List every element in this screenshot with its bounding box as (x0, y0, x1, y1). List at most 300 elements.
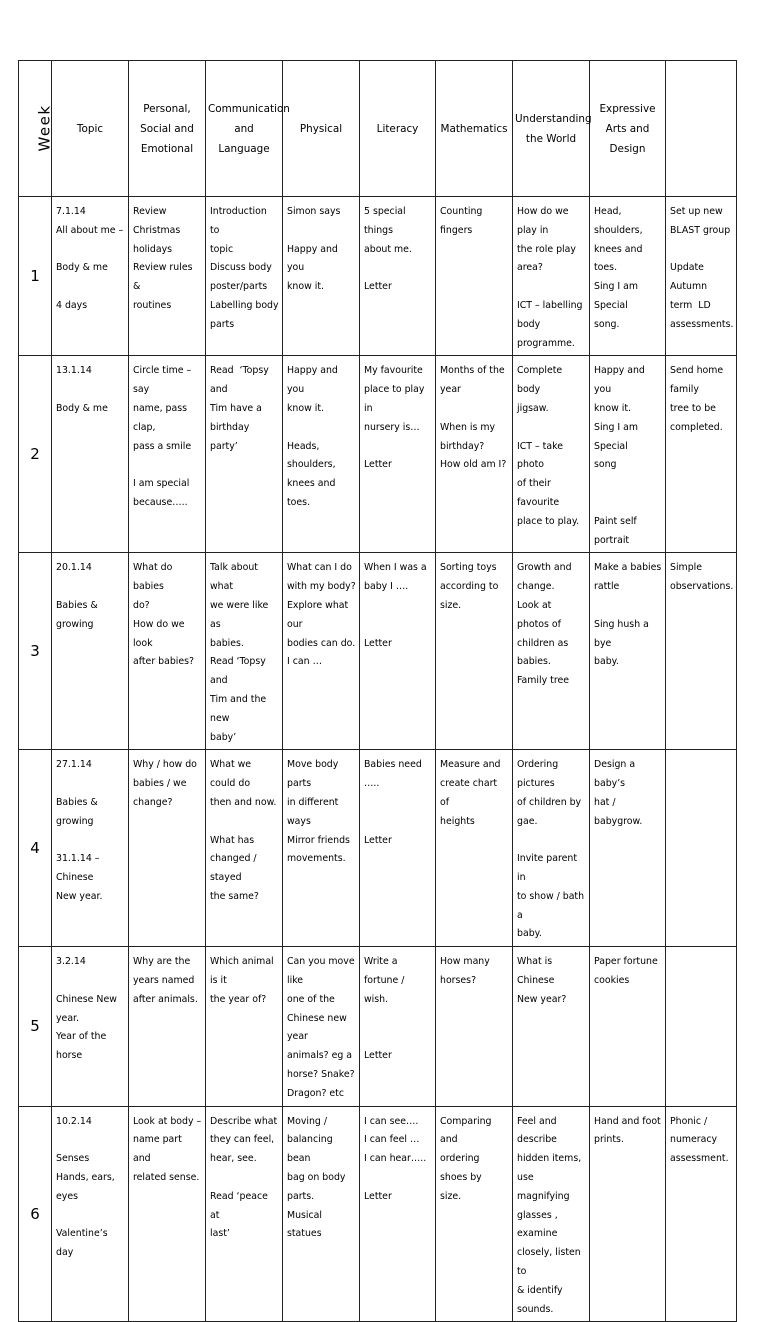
cell-text-line: then and now. (210, 796, 277, 808)
topic-cell (52, 750, 129, 947)
cell-text-line: Explore what our (287, 599, 352, 630)
cell-text-line: 31.1.14 – Chinese (56, 853, 103, 884)
table-row (19, 1106, 737, 1322)
cell-text-line (56, 241, 125, 260)
cell-text-line: 20.1.14 (56, 562, 92, 574)
cell-text-line: create chart of (440, 778, 501, 808)
communication-cell (206, 197, 283, 356)
cell-text-line: baby. (594, 656, 619, 668)
week-number: 5 (19, 947, 52, 1106)
cell-text-line: When I was a (364, 562, 427, 574)
cell-text-line: How do we play in (517, 206, 572, 236)
cell-text-line: name part and (133, 1134, 185, 1165)
cell-text-line (210, 1169, 279, 1188)
cell-text-line: gae. (517, 815, 538, 827)
cell-text-line: babies. (517, 656, 551, 668)
cell-text-line: Babies & growing (56, 599, 101, 630)
pse-cell (129, 356, 206, 553)
cell-text-line (56, 775, 125, 794)
expressive-arts-cell (590, 947, 666, 1106)
cell-text-line: knees and toes. (287, 478, 339, 508)
cell-text-line: ICT – labelling (517, 299, 583, 311)
cell-text-line: closely, listen to (517, 1247, 584, 1278)
understanding-world-cell (513, 197, 590, 356)
cell-text-line: Discuss body (210, 262, 272, 274)
cell-text-line: Letter (364, 459, 392, 471)
cell-text-line: babies / we (133, 778, 187, 790)
cell-text-line: Invite parent in (517, 853, 580, 884)
cell-text-line: Paint self portrait (594, 515, 640, 546)
cell-text-line (56, 578, 125, 597)
cell-text-line: magnifying (517, 1190, 570, 1202)
cell-text-line: one of the (287, 993, 335, 1005)
cell-text-line: birthday? (440, 440, 485, 452)
cell-text-line: BLAST group (670, 224, 731, 236)
cell-text-line (594, 597, 662, 616)
cell-text-line: assessment. (670, 1153, 729, 1165)
cell-text-line: Counting fingers (440, 206, 486, 236)
cell-text-line: & identify sounds. (517, 1284, 566, 1315)
cell-text-line: movements. (287, 853, 346, 865)
cell-text-line: Senses (56, 1153, 90, 1165)
cell-text-line: Talk about what (210, 562, 261, 593)
cell-text-line: Happy and you (287, 243, 341, 274)
cell-text-line (364, 1028, 432, 1047)
cell-text-line (364, 813, 432, 832)
cell-text-line (56, 1207, 125, 1226)
mathematics-cell (436, 197, 513, 356)
cell-text-line (517, 278, 586, 297)
cell-text-line: I can feel … (364, 1134, 420, 1146)
cell-text-line: Introduction to (210, 206, 270, 236)
cell-text-line (56, 381, 125, 400)
cell-text-line (287, 222, 356, 241)
pse-cell (129, 553, 206, 750)
cell-text-line: Heads, shoulders, (287, 440, 336, 471)
cell-text-line (287, 419, 356, 438)
communication-cell (206, 750, 283, 947)
cell-text-line (364, 1010, 432, 1029)
cell-text-line: Letter (364, 637, 392, 649)
cell-text-line: I can hear….. (364, 1153, 427, 1165)
cell-text-line: Hand and foot (594, 1115, 661, 1127)
week-header (19, 61, 52, 197)
cell-text-line: How old am I? (440, 459, 507, 471)
cell-text-line: because….. (133, 496, 188, 508)
cell-text-line: balancing bean (287, 1134, 336, 1165)
cell-text-line: Year of the horse (56, 1031, 110, 1062)
cell-text-line: Growth and (517, 562, 572, 574)
cell-text-line: My favourite (364, 365, 423, 377)
literacy-cell (360, 947, 436, 1106)
communication-cell (206, 356, 283, 553)
cell-text-line: New year. (56, 890, 103, 902)
cell-text-line: Which animal is it (210, 956, 277, 987)
cell-text-line: holidays (133, 243, 173, 255)
cell-text-line: How many (440, 956, 490, 968)
cell-text-line: the year of? (210, 993, 267, 1005)
cell-text-line: 13.1.14 (56, 365, 92, 377)
cell-text-line: What do babies (133, 562, 176, 593)
cell-text-line: baby. (517, 928, 542, 940)
cell-text-line: What we could do (210, 759, 255, 790)
cell-text-line: Set up new (670, 206, 723, 217)
week-number: 6 (19, 1106, 52, 1322)
cell-text-line: Happy and you (287, 365, 341, 396)
cell-text-line: Simon says (287, 206, 341, 217)
cell-text-line: wish. (364, 993, 389, 1005)
cell-text-line: Ordering pictures (517, 759, 562, 790)
cell-text-line (210, 813, 279, 832)
mathematics-cell (436, 553, 513, 750)
cell-text-line (364, 616, 432, 635)
literacy-header: Literacy (360, 61, 436, 197)
cell-text-line: rattle (594, 581, 620, 593)
cell-text-line: bag on body (287, 1172, 346, 1184)
cell-text-line: Sing I am Special (594, 421, 642, 452)
cell-text-line: Letter (364, 281, 392, 293)
cell-text-line: place to play in (364, 384, 428, 414)
cell-text-line: Happy and you (594, 365, 648, 396)
table-row (19, 947, 737, 1106)
cell-text-line: Look at photos of (517, 599, 561, 630)
communication-header: Communication and Language (206, 61, 283, 197)
mathematics-cell (436, 750, 513, 947)
cell-text-line: Head, shoulders, (594, 206, 643, 236)
cell-text-line (517, 419, 586, 438)
cell-text-line: Moving / (287, 1115, 328, 1127)
cell-text-line: 7.1.14 (56, 206, 86, 217)
cell-text-line: place to play. (517, 515, 580, 527)
cell-text-line: of their favourite (517, 478, 560, 508)
cell-text-line: Describe what (210, 1115, 278, 1127)
cell-text-line: I am special (133, 478, 190, 490)
cell-text-line: Family tree (517, 675, 570, 687)
cell-text-line: animals? eg a (287, 1050, 353, 1062)
topic-cell (52, 553, 129, 750)
cell-text-line: know it. (594, 402, 632, 414)
cell-text-line: Review rules & (133, 262, 196, 293)
cell-text-line: 5 special things (364, 206, 409, 236)
cell-text-line: hat / babygrow. (594, 796, 643, 827)
cell-text-line: Write a fortune / (364, 956, 405, 987)
cell-text-line: Labelling body (210, 299, 279, 311)
cell-text-line: do? (133, 599, 150, 611)
table-row (19, 750, 737, 947)
cell-text-line: New year? (517, 993, 567, 1005)
notes-cell (666, 750, 737, 947)
table-row (19, 197, 737, 356)
expressive-arts-header: Expressive Arts and Design (590, 61, 666, 197)
cell-text-line: the role play (517, 243, 576, 255)
cell-text-line: hear, see. (210, 1153, 257, 1165)
cell-text-line: after animals. (133, 993, 198, 1005)
cell-text-line: Complete body (517, 365, 566, 396)
mathematics-header: Mathematics (436, 61, 513, 197)
physical-cell (283, 947, 360, 1106)
cell-text-line: horse? Snake? (287, 1069, 355, 1081)
week-number: 3 (19, 553, 52, 750)
understanding-world-cell (513, 750, 590, 947)
cell-text-line (517, 832, 586, 851)
cell-text-line: knees and toes. (594, 243, 646, 274)
literacy-cell (360, 553, 436, 750)
pse-header: Personal, Social and Emotional (129, 61, 206, 197)
week-number: 2 (19, 356, 52, 553)
cell-text-line: ICT – take photo (517, 440, 566, 471)
cell-text-line: bodies can do. (287, 637, 356, 649)
table-row (19, 553, 737, 750)
cell-text-line: glasses , examine (517, 1209, 561, 1240)
cell-text-line: Read ‘Topsy and (210, 365, 272, 396)
cell-text-line: 4 days (56, 299, 88, 311)
cell-text-line: body programme. (517, 318, 575, 349)
cell-text-line: term LD (670, 299, 711, 311)
physical-cell (283, 750, 360, 947)
cell-text-line: according to size. (440, 581, 502, 611)
cell-text-line: Comparing and (440, 1115, 495, 1146)
cell-text-line: pass a smile (133, 440, 192, 452)
cell-text-line: area? (517, 262, 543, 274)
cell-text-line: Read ‘Topsy and (210, 656, 269, 687)
cell-text-line: Letter (364, 1050, 392, 1062)
cell-text-line: Dragon? etc (287, 1087, 345, 1099)
cell-text-line: hidden items, use (517, 1153, 585, 1184)
cell-text-line: of children by (517, 796, 582, 808)
cell-text-line: Phonic / numeracy (670, 1115, 718, 1146)
cell-text-line: 27.1.14 (56, 759, 92, 771)
literacy-cell (360, 750, 436, 947)
cell-text-line: size. (440, 1190, 462, 1202)
cell-text-line (56, 1131, 125, 1150)
cell-text-line: How do we look (133, 618, 188, 649)
cell-text-line (133, 456, 202, 475)
cell-text-line: assessments. (670, 318, 734, 330)
physical-cell (283, 356, 360, 553)
literacy-cell (360, 356, 436, 553)
physical-cell (283, 553, 360, 750)
header-row (19, 61, 737, 197)
cell-text-line: Simple (670, 562, 703, 574)
cell-text-line: with my body? (287, 581, 356, 593)
cell-text-line: last’ (210, 1228, 230, 1240)
cell-text-line: years named (133, 975, 195, 987)
cell-text-line: baby I …. (364, 581, 409, 593)
notes-cell (666, 356, 737, 553)
cell-text-line: we were like as (210, 599, 272, 630)
notes-cell (666, 553, 737, 750)
cell-text-line: song. (594, 318, 620, 330)
cell-text-line: Move body parts (287, 759, 342, 790)
cell-text-line: year (440, 384, 461, 396)
cell-text-line: Measure and (440, 759, 501, 771)
cell-text-line: the same? (210, 890, 259, 902)
cell-text-line: Babies need ….. (364, 759, 425, 790)
cell-text-line: observations. (670, 581, 734, 593)
mathematics-cell (436, 356, 513, 553)
cell-text-line: topic (210, 243, 234, 255)
expressive-arts-cell (590, 356, 666, 553)
cell-text-line: completed. (670, 421, 723, 433)
communication-cell (206, 947, 283, 1106)
cell-text-line: Tim have a (210, 402, 262, 414)
notes-cell (666, 947, 737, 1106)
cell-text-line: Circle time – say (133, 365, 195, 396)
expressive-arts-cell (590, 750, 666, 947)
cell-text-line (364, 794, 432, 813)
cell-text-line: Valentine’s day (56, 1228, 111, 1259)
expressive-arts-cell (590, 1106, 666, 1322)
cell-text-line (56, 278, 125, 297)
expressive-arts-cell (590, 553, 666, 750)
communication-cell (206, 553, 283, 750)
cell-text-line: Look at body – (133, 1115, 202, 1127)
cell-text-line: Mirror friends (287, 834, 350, 846)
physical-cell (283, 1106, 360, 1322)
cell-text-line (364, 438, 432, 457)
cell-text-line: Body & me (56, 262, 108, 274)
cell-text-line: children as (517, 637, 569, 649)
cell-text-line: I can … (287, 656, 322, 668)
cell-text-line: after babies? (133, 656, 195, 668)
cell-text-line: Letter (364, 1190, 392, 1202)
cell-text-line (440, 400, 509, 419)
communication-cell (206, 1106, 283, 1322)
cell-text-line: baby’ (210, 731, 237, 743)
cell-text-line: Update Autumn (670, 262, 708, 293)
topic-planning-table (18, 60, 737, 1322)
cell-text-line: Make a babies (594, 562, 662, 574)
understanding-world-cell (513, 947, 590, 1106)
cell-text-line: What can I do (287, 562, 352, 574)
cell-text-line: heights (440, 815, 475, 827)
mathematics-cell (436, 947, 513, 1106)
cell-text-line: Tim and the new (210, 693, 270, 724)
topic-header: Topic (52, 61, 129, 197)
cell-text-line: Read ‘peace at (210, 1190, 271, 1221)
understanding-world-header: Understanding the World (513, 61, 590, 197)
pse-cell (129, 197, 206, 356)
cell-text-line: song (594, 459, 617, 471)
cell-text-line: Why / how do (133, 759, 197, 771)
cell-text-line: horses? (440, 975, 477, 987)
cell-text-line: Babies & growing (56, 796, 101, 827)
cell-text-line: All about me – (56, 224, 124, 236)
cell-text-line (364, 597, 432, 616)
cell-text-line (594, 494, 662, 513)
cell-text-line: tree to be (670, 402, 716, 414)
cell-text-line: What has (210, 834, 255, 846)
cell-text-line: Why are the (133, 956, 191, 968)
cell-text-line: Design a baby’s (594, 759, 639, 790)
cell-text-line: change? (133, 796, 173, 808)
cell-text-line (364, 259, 432, 278)
pse-cell (129, 1106, 206, 1322)
cell-text-line: ordering shoes by (440, 1153, 483, 1184)
cell-text-line: name, pass clap, (133, 402, 190, 433)
literacy-cell (360, 1106, 436, 1322)
topic-cell (52, 1106, 129, 1322)
week-header-label: Week (35, 103, 54, 152)
cell-text-line: related sense. (133, 1172, 200, 1184)
cell-text-line: 10.2.14 (56, 1115, 92, 1127)
literacy-cell (360, 197, 436, 356)
cell-text-line: poster/parts (210, 281, 268, 293)
cell-text-line: parts (210, 318, 235, 330)
cell-text-line: change. (517, 581, 555, 593)
cell-text-line: routines (133, 299, 172, 311)
cell-text-line: Sing hush a bye (594, 618, 652, 649)
cell-text-line: prints. (594, 1134, 624, 1146)
pse-cell (129, 750, 206, 947)
planning-document (18, 60, 736, 1315)
understanding-world-cell (513, 553, 590, 750)
cell-text-line: What is Chinese (517, 956, 556, 987)
cell-text-line: Send home family (670, 365, 727, 396)
physical-cell (283, 197, 360, 356)
cell-text-line: Body & me (56, 402, 108, 414)
cell-text-line: When is my (440, 421, 496, 433)
cell-text-line: Chinese New (56, 993, 117, 1005)
table-row (19, 356, 737, 553)
pse-cell (129, 947, 206, 1106)
cell-text-line: cookies (594, 975, 630, 987)
cell-text-line: jigsaw. (517, 402, 549, 414)
cell-text-line: Hands, ears, eyes (56, 1172, 118, 1202)
cell-text-line: 3.2.14 (56, 956, 86, 968)
mathematics-cell (436, 1106, 513, 1322)
cell-text-line (56, 972, 125, 991)
cell-text-line: birthday party’ (210, 421, 253, 452)
cell-text-line: I can see…. (364, 1115, 419, 1127)
cell-text-line: babies. (210, 637, 244, 649)
notes-header (666, 61, 737, 197)
cell-text-line: they can feel, (210, 1134, 275, 1146)
cell-text-line: Letter (364, 834, 392, 846)
cell-text-line: Paper fortune (594, 956, 658, 968)
cell-text-line: Musical statues (287, 1209, 326, 1240)
week-number: 4 (19, 750, 52, 947)
cell-text-line: Can you move like (287, 956, 358, 987)
cell-text-line: nursery is… (364, 421, 420, 433)
understanding-world-cell (513, 1106, 590, 1322)
cell-text-line: changed / stayed (210, 853, 260, 884)
cell-text-line: Review Christmas (133, 206, 181, 236)
cell-text-line: know it. (287, 281, 325, 293)
cell-text-line: to show / bath a (517, 890, 588, 921)
cell-text-line: Chinese new year (287, 1012, 350, 1043)
understanding-world-cell (513, 356, 590, 553)
cell-text-line (670, 241, 733, 260)
expressive-arts-cell (590, 197, 666, 356)
cell-text-line: Feel and describe (517, 1115, 560, 1146)
cell-text-line: parts. (287, 1190, 315, 1202)
cell-text-line (594, 475, 662, 494)
cell-text-line: know it. (287, 402, 325, 414)
physical-header: Physical (283, 61, 360, 197)
notes-cell (666, 1106, 737, 1322)
cell-text-line: about me. (364, 243, 412, 255)
cell-text-line: year. (56, 1012, 80, 1024)
cell-text-line: in different ways (287, 796, 342, 827)
cell-text-line (364, 1169, 432, 1188)
cell-text-line: Sing I am Special (594, 281, 642, 311)
week-number: 1 (19, 197, 52, 356)
topic-cell (52, 356, 129, 553)
topic-cell (52, 947, 129, 1106)
cell-text-line: Sorting toys (440, 562, 497, 574)
notes-cell (666, 197, 737, 356)
